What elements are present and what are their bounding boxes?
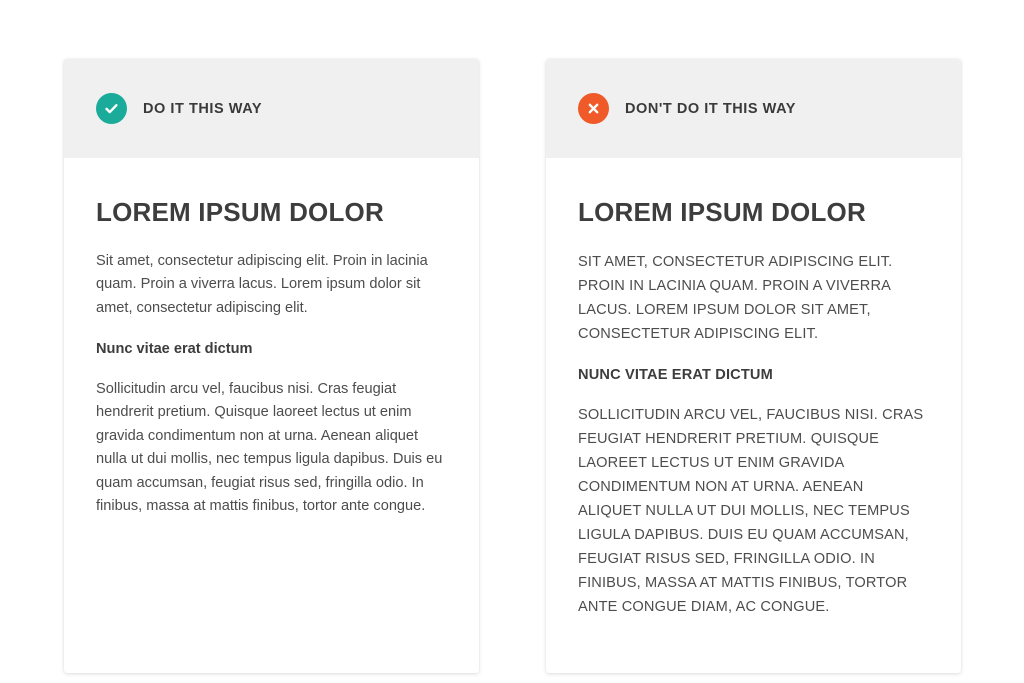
check-circle-icon	[96, 93, 127, 124]
do-card-body	[64, 158, 479, 673]
do-card-paragraph-2: Sollicitudin arcu vel, faucibus nisi. Cras feugiat hendrerit pretium. Quisque laoreet lectus ut enim gravida condimentum non at urna. Aenean aliquet nulla ut dui mollis, nec tempus ligula dapibus. Duis eu quam accumsan, feugiat risus sed, fringilla odio. In finibus, massa at mattis finibus, tortor ante congue.	[96, 380, 443, 515]
do-card-header	[64, 59, 479, 158]
do-card-paragraph-1: Sit amet, consectetur adipiscing elit. Proin in lacinia quam. Proin a viverra lacus. Lorem ipsum dolor sit amet, consectetur adipiscing elit.	[96, 252, 428, 316]
dont-card-title: LOREM IPSUM DOLOR	[578, 197, 866, 227]
do-card	[64, 59, 479, 673]
dont-card-header-label: DON'T DO IT THIS WAY	[625, 100, 797, 117]
do-card-subheading: Nunc vitae erat dictum	[96, 341, 253, 358]
x-circle-icon	[578, 93, 609, 124]
dont-card-subheading: NUNC VITAE ERAT DICTUM	[578, 366, 773, 383]
dont-card-paragraph-1: SIT AMET, CONSECTETUR ADIPISCING ELIT. PROIN IN LACINIA QUAM. PROIN A VIVERRA LACUS. LOREM IPSUM DOLOR SIT AMET, CONSECTETUR ADIPISCING ELIT.	[578, 253, 893, 342]
dont-card-body	[546, 158, 961, 673]
dont-card-paragraph-2: SOLLICITUDIN ARCU VEL, FAUCIBUS NISI. CRAS FEUGIAT HENDRERIT PRETIUM. QUISQUE LAOREET LECTUS UT ENIM GRAVIDA CONDIMENTUM NON AT URNA. AENEAN ALIQUET NULLA UT DUI MOLLIS, NEC TEMPUS LIGULA DAPIBUS. DUIS EU QUAM ACCUMSAN, FEUGIAT RISUS SED, FRINGILLA ODIO. IN FINIBUS, MASSA AT MATTIS FINIBUS, TORTOR ANTE CONGUE DIAM, AC CONGUE.	[578, 407, 924, 616]
do-card-title: LOREM IPSUM DOLOR	[96, 197, 384, 227]
dont-card-header	[546, 59, 961, 158]
comparison-cards	[64, 59, 961, 673]
dont-card	[546, 59, 961, 673]
do-card-header-label: DO IT THIS WAY	[143, 100, 263, 117]
